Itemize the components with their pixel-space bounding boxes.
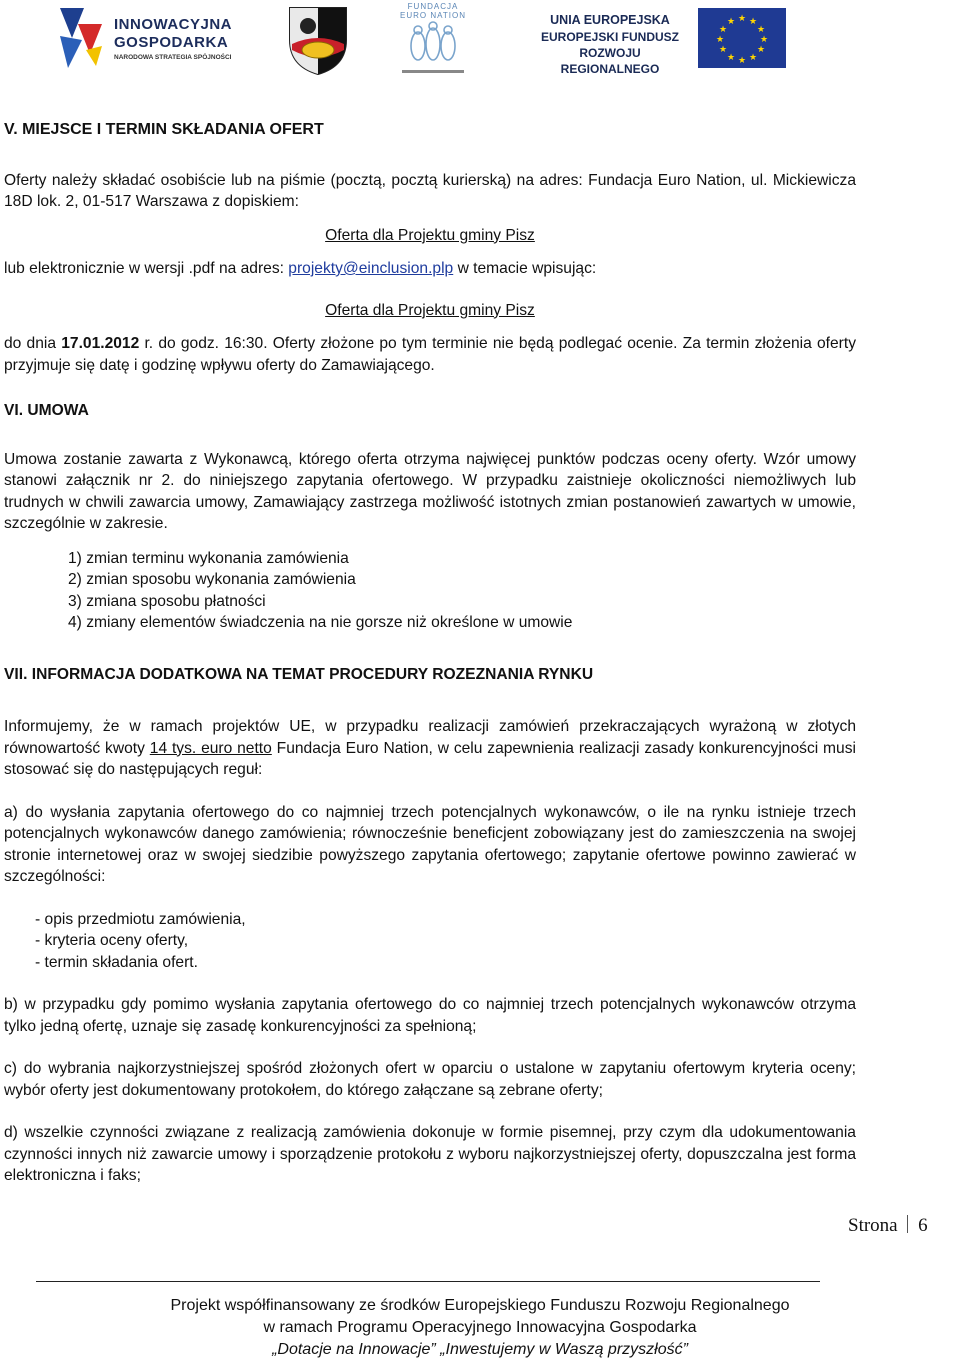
svg-text:★: ★ (726, 17, 736, 27)
section6-para1: Umowa zostanie zawarta z Wykonawcą, którego oferta otrzyma najwięcej punktów podczas oceny oferty. Wzór umowy stanowi załącznik nr 2. do niniejszego zapytania ofertowego. W przypadku zaistnieje okoliczności niemożliwych lub trudnych w chwili zawarcia umowy, Zamawiający zastrzega możliwość istotnych zmian postanowień zawartych w umowie, szczególnie w zakresie. (4, 450, 856, 532)
header-logos (0, 0, 960, 80)
svg-text:★: ★ (756, 45, 766, 55)
rule-b: b) w przypadku gdy pomimo wysłania zapytania ofertowego do co najmniej trzech potencjalnych wykonawców otrzyma tylko jedną ofertę, uznaje się zasadę konkurencyjności za spełnioną; (4, 996, 856, 1035)
page-number-value: 6 (918, 1215, 928, 1236)
email-pre: lub elektronicznie w wersji .pdf na adres: (4, 260, 289, 277)
svg-text:★: ★ (759, 35, 769, 45)
list-item: - termin składania ofert. (35, 953, 198, 971)
footer-line2: w ramach Programu Operacyjnego Innowacyjna Gospodarka (263, 1319, 697, 1336)
footer (0, 1295, 960, 1361)
ig-line2: GOSPODARKA (114, 34, 229, 51)
rule-a-list (4, 909, 856, 974)
section5-para1: Oferty należy składać osobiście lub na piśmie (pocztą, pocztą kurierską) na adres: Fundacja Euro Nation, ul. Mickiewicza 18D lok. 2, 01-517 Warszawa z dopiskiem: (4, 171, 856, 210)
fundacja-euro-nation-logo (388, 0, 478, 78)
list-item: 3) zmiana sposobu płatności (68, 592, 266, 610)
section5-heading: V. MIEJSCE I TERMIN SKŁADANIA OFERT (4, 121, 324, 138)
intro-pre: Informujemy, że w ramach projektów UE, w przypadku realizacji zamówień przekraczających wyrażoną w złotych równowartość kwoty (4, 718, 856, 757)
subject2-text: Oferta dla Projektu gminy Pisz (325, 301, 535, 319)
footer-line1: Projekt współfinansowany ze środków Europejskiego Funduszu Rozwoju Regionalnego (170, 1297, 790, 1314)
section5-email-line (4, 258, 856, 280)
deadline-post: r. do godz. 16:30. Oferty złożone po tym terminie nie będą podlegać ocenie. Za termin złożenia oferty przyjmuje się datę i godzinę wpływu oferty do Zamawiającego. (4, 335, 856, 374)
ue-line3: ROZWOJU REGIONALNEGO (560, 46, 660, 76)
svg-text:★: ★ (726, 53, 736, 63)
fen-text: FUNDACJA EURO NATION (400, 2, 466, 20)
section6-heading: VI. UMOWA (4, 402, 89, 419)
list-item: - kryteria oceny oferty, (35, 932, 189, 949)
footer-divider (36, 1281, 820, 1282)
eu-flag-logo (698, 8, 786, 68)
coat-of-arms-icon (286, 4, 350, 76)
section6-list (4, 548, 856, 634)
rule-d: d) wszelkie czynności związane z realizacją zamówienia dokonuje w formie pisemnej, przy czym dla udokumentowania czynności innych niż zawarcie umowy i sporządzenie protokołu z wyboru najkorzystniejszej oferty, dopuszczalna jest forma elektroniczna i faks; (4, 1124, 856, 1184)
list-item: 1) zmian terminu wykonania zamówienia (68, 549, 349, 567)
innowacyjna-gospodarka-logo (56, 6, 246, 70)
subject1-text: Oferta dla Projektu gminy Pisz (325, 226, 535, 244)
email-link[interactable]: projekty@einclusion.plp (288, 260, 454, 277)
section7-intro (4, 716, 856, 781)
section5-deadline (4, 333, 856, 376)
list-item: 4) zmiany elementów świadczenia na nie gorsze niż określone w umowie (68, 614, 573, 631)
list-item: - opis przedmiotu zamówienia, (35, 910, 246, 928)
ig-line3: NARODOWA STRATEGIA SPÓJNOŚCI (114, 54, 232, 61)
ue-line2: EUROPEJSKI FUNDUSZ (540, 30, 680, 44)
svg-text:★: ★ (718, 45, 728, 55)
deadline-date: 17.01.2012 (61, 335, 140, 352)
intro-amount: 14 tys. euro netto (149, 739, 272, 757)
svg-text:★: ★ (737, 56, 747, 66)
section5-subject2 (4, 300, 856, 322)
section7-heading: VII. INFORMACJA DODATKOWA NA TEMAT PROCEDURY ROZEZNANIA RYNKU (4, 665, 594, 683)
ue-line1: UNIA EUROPEJSKA (550, 13, 670, 27)
page-number (848, 1215, 960, 1243)
ig-emblem-icon (56, 6, 106, 70)
footer-line3: „Dotacje na Innowacje” „Inwestujemy w Waszą przyszłość” (272, 1341, 688, 1358)
svg-text:★: ★ (715, 35, 725, 45)
ig-line1: INNOWACYJNA (114, 16, 233, 33)
intro-post: Fundacja Euro Nation, w celu zapewnienia realizacji zasady konkurencyjności musi stosować się do następujących reguł: (4, 739, 856, 778)
rule-a: a) do wysłania zapytania ofertowego do co najmniej trzech potencjalnych wykonawców, o ile na rynku istnieje trzech potencjalnych wykonawców danego zamówienia; równocześnie beneficjent zobowiązany jest do zamieszczenia na swojej stronie internetowej oraz w swojej siedzibie powyższego zapytania ofertowego; zapytanie ofertowe powinno zawierać w szczególności: (4, 803, 856, 885)
eu-flag-icon (698, 8, 786, 68)
deadline-pre: do dnia (4, 335, 62, 352)
ue-logo-text (530, 12, 690, 76)
document-body (4, 119, 856, 1187)
svg-text:★: ★ (748, 53, 758, 63)
list-item: 2) zmian sposobu wykonania zamówienia (68, 571, 356, 588)
svg-text:★: ★ (718, 25, 728, 35)
rule-c: c) do wybrania najkorzystniejszej spośród złożonych ofert w oparciu o ustalone w zapytaniu ofertowym kryteria oceny; wybór oferty jest dokumentowany protokołem, do którego załączane są zebrane oferty; (4, 1060, 856, 1099)
page-number-divider (907, 1215, 908, 1233)
email-post: w temacie wpisując: (453, 260, 597, 277)
page-number-label: Strona (848, 1215, 898, 1236)
svg-text:★: ★ (748, 17, 758, 27)
coat-of-arms-logo (286, 4, 350, 76)
svg-text:★: ★ (737, 14, 747, 24)
svg-text:★: ★ (756, 25, 766, 35)
section5-subject1 (4, 225, 856, 247)
